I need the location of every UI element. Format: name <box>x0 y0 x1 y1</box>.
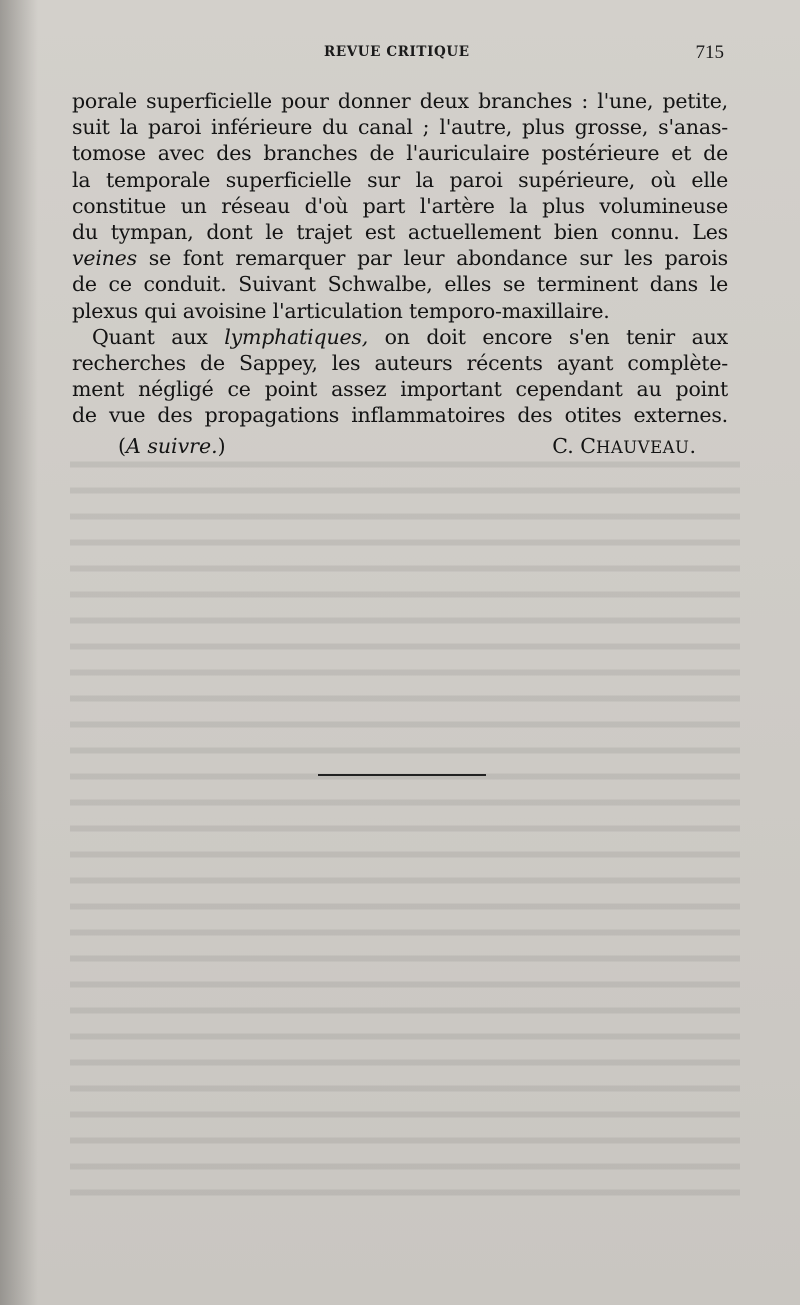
signature-row <box>72 434 728 462</box>
text-line: ment négligé ce point assez important cependant au point <box>72 377 728 402</box>
text-line: porale superficielle pour donner deux branches : l'une, petite, <box>72 89 728 113</box>
italic-term-veines: veines <box>72 246 137 271</box>
text-line: constitue un réseau d'où part l'artère la plus volumineuse <box>72 193 728 218</box>
binding-shadow <box>0 0 38 1305</box>
text-line: recherches de Sappey, les auteurs récents ayant complète- <box>72 351 728 376</box>
body-text <box>72 88 728 429</box>
author-signature <box>552 434 696 458</box>
text-line: tomose avec des branches de l'auriculaire postérieure et de <box>72 141 728 166</box>
paren-open: ( <box>118 434 126 458</box>
bleed-through-texture <box>70 445 740 1205</box>
text-line: de ce conduit. Suivant Schwalbe, elles se terminent dans le <box>72 272 728 297</box>
text-line <box>72 324 728 350</box>
text-line: de vue des propagations inflammatoires des otites externes. <box>72 403 728 428</box>
italic-term-lymphatiques: lymphatiques, <box>224 324 369 349</box>
page-number: 715 <box>695 42 724 63</box>
author-initial: C. C <box>552 434 596 458</box>
text-line: plexus qui avoisine l'articulation temporo-maxillaire. <box>72 298 610 323</box>
page-header <box>0 44 800 68</box>
paren-close: ) <box>217 434 226 458</box>
to-be-continued-note <box>118 434 226 458</box>
text-fragment: on doit encore s'en tenir aux <box>368 324 728 349</box>
text-line <box>72 245 728 271</box>
text-line: suit la paroi inférieure du canal ; l'autre, plus grosse, s'anas- <box>72 115 728 140</box>
text-fragment: Quant aux <box>92 324 225 349</box>
to-follow-text: A suivre. <box>126 434 218 458</box>
text-line: du tympan, dont le trajet est actuellement bien connu. Les <box>72 220 728 245</box>
running-title: REVUE CRITIQUE <box>324 44 470 60</box>
author-period: . <box>689 434 696 458</box>
text-line: la temporale superficielle sur la paroi supérieure, où elle <box>72 167 728 192</box>
text-fragment: se font remarquer par leur abondance sur les parois <box>136 246 728 271</box>
section-divider-rule <box>318 774 486 776</box>
author-surname: HAUVEAU <box>595 438 690 457</box>
